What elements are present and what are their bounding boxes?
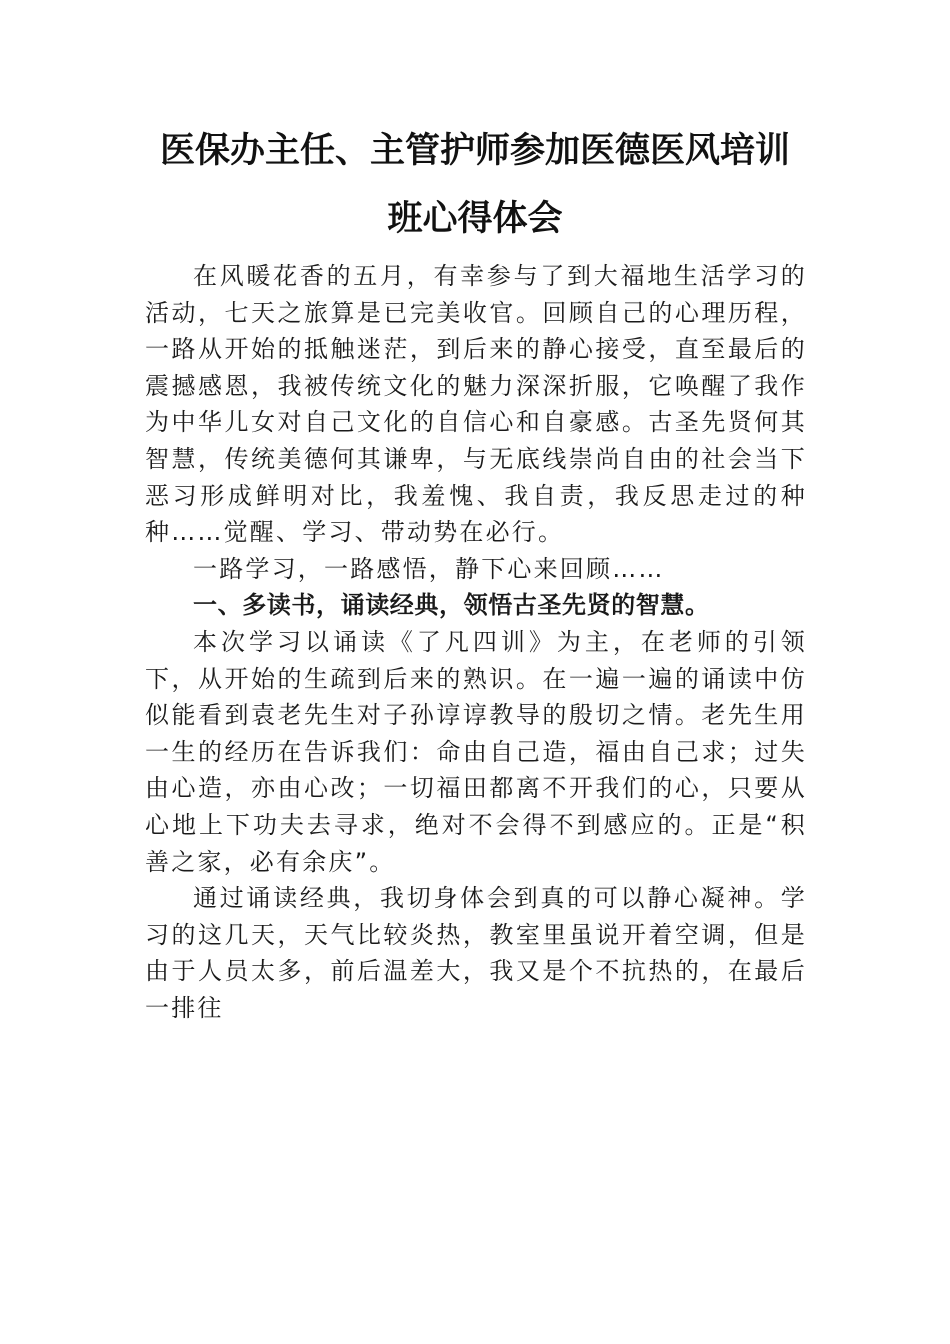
paragraph-reading: 本次学习以诵读《了凡四训》为主，在老师的引领下，从开始的生疏到后来的熟识。在一遍一遍的诵读中仿似能看到袁老先生对子孙谆谆教导的殷切之情。老先生用一生的经历在告诉我们：命由自己造，福由自己求；过失由心造，亦由心改；一切福田都离不开我们的心，只要从心地上下功夫去寻求，绝对不会得不到感应的。正是“积善之家，必有余庆”。 xyxy=(145,627,807,876)
document-title-line-2: 班心得体会 xyxy=(387,198,563,239)
paragraph-intro: 在风暖花香的五月，有幸参与了到大福地生活学习的活动，七天之旅算是已完美收官。回顾自己的心理历程，一路从开始的抵触迷茫，到后来的静心接受，直至最后的震撼感恩，我被传统文化的魅力深深折服，它唤醒了我作为中华儿女对自己文化的自信心和自豪感。古圣先贤何其智慧，传统美德何其谦卑，与无底线崇尚自由的社会当下恶习形成鲜明对比，我羞愧、我自责，我反思走过的种种……觉醒、学习、带动势在必行。 xyxy=(145,262,807,547)
document-body xyxy=(145,258,807,1026)
paragraph-review: 一路学习，一路感悟，静下心来回顾…… xyxy=(193,554,665,583)
document-title-line-1: 医保办主任、主管护师参加医德医风培训 xyxy=(159,130,790,171)
paragraph-recitation: 通过诵读经典，我切身体会到真的可以静心凝神。学习的这几天，天气比较炎热，教室里虽说开着空调，但是由于人员太多，前后温差大，我又是个不抗热的，在最后一排往 xyxy=(145,884,807,1022)
section-heading-1: 一、多读书，诵读经典，领悟古圣先贤的智慧。 xyxy=(193,591,710,620)
